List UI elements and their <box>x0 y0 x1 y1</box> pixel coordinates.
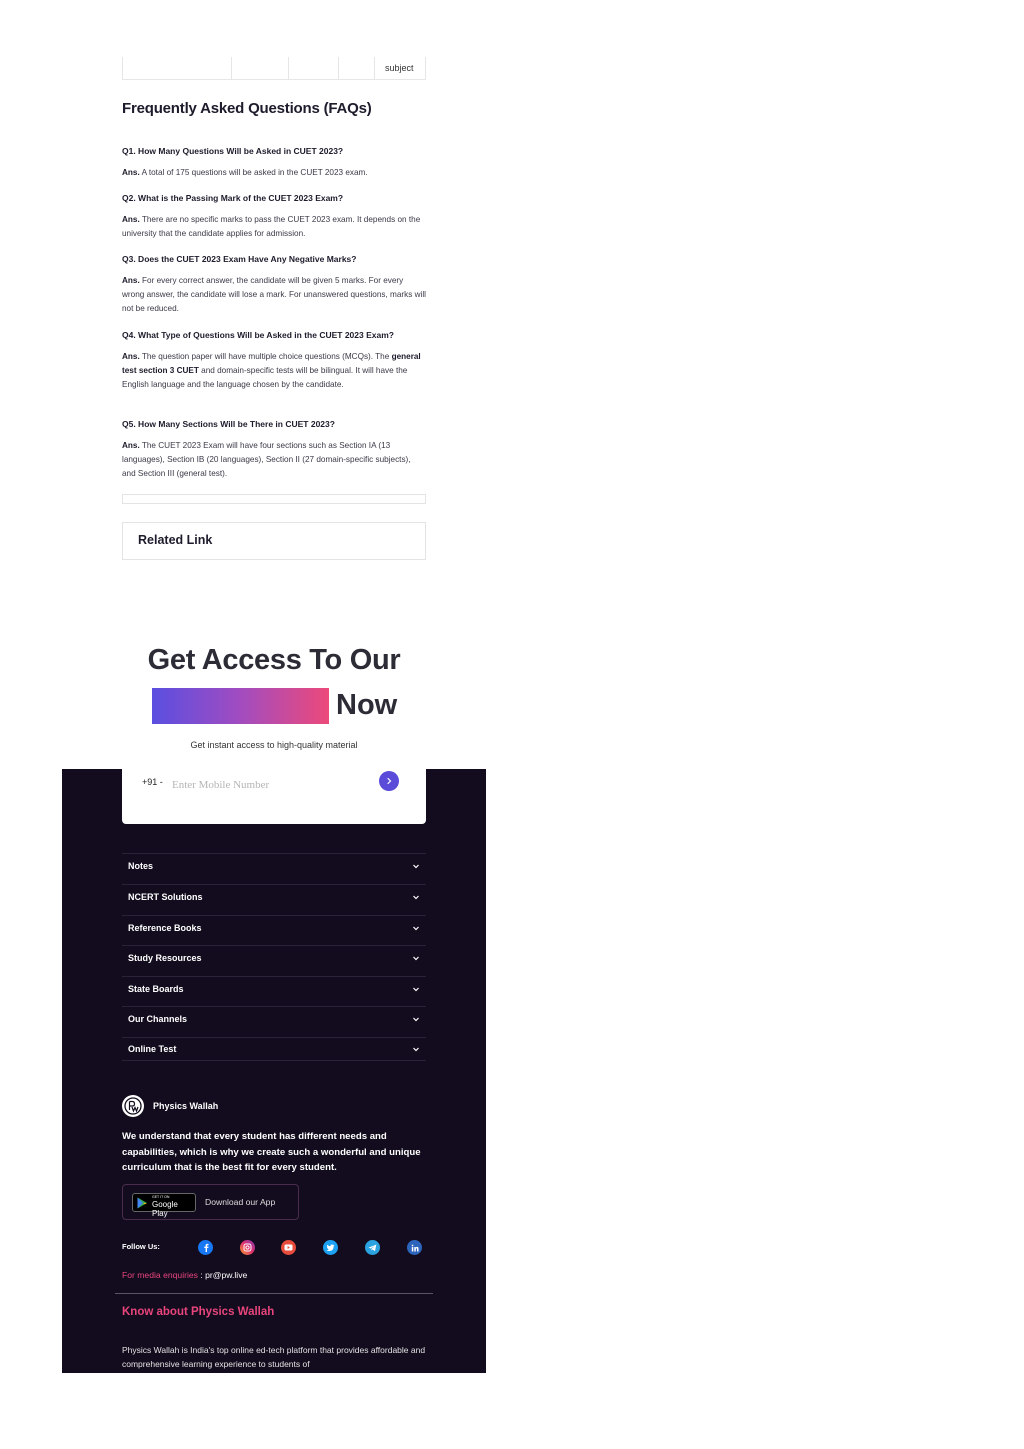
faq-question: Q5. How Many Sections Will be There in CUET 2023? <box>122 419 335 429</box>
faq-answer: Ans. The question paper will have multiple choice questions (MCQs). The general test section 3 CUET and domain-specific tests will be bilingual. It will have the English language and the language chosen by the candidate. <box>122 352 421 389</box>
faq-item <box>122 254 426 316</box>
media-label: For media enquiries <box>122 1270 198 1280</box>
instagram-icon[interactable] <box>240 1240 255 1255</box>
faq-item <box>122 419 426 481</box>
divider <box>115 1293 433 1294</box>
chevron-down-icon <box>412 985 420 993</box>
faq-question: Q4. What Type of Questions Will be Asked in the CUET 2023 Exam? <box>122 330 394 340</box>
table-fragment <box>122 57 426 80</box>
follow-us-label: Follow Us: <box>122 1242 160 1251</box>
telegram-icon[interactable] <box>365 1240 380 1255</box>
footer-menu-ncert-solutions[interactable] <box>122 884 426 908</box>
footer-menu-label: Study Resources <box>128 952 202 963</box>
youtube-icon[interactable] <box>281 1240 296 1255</box>
faq-item <box>122 146 426 180</box>
download-app-button[interactable] <box>122 1184 299 1220</box>
footer-menu-notes[interactable] <box>122 853 426 877</box>
media-enquiries: For media enquiries : pr@pw.live <box>122 1270 248 1280</box>
submit-button[interactable] <box>379 771 399 791</box>
footer-menu-label: Online Test <box>128 1044 177 1054</box>
know-about-text: Physics Wallah is India's top online ed-tech platform that provides affordable and comprehensive learning experience to students of <box>122 1345 426 1369</box>
table-cell <box>123 57 232 79</box>
faq-answer: Ans. For every correct answer, the candidate will be given 5 marks. For every wrong answer, the candidate will lose a mark. For unanswered questions, marks will not be reduced. <box>122 276 426 313</box>
hero-gradient-bar <box>152 688 329 724</box>
table-cell <box>339 57 375 79</box>
chevron-down-icon <box>412 862 420 870</box>
chevron-down-icon <box>412 924 420 932</box>
faq-item <box>122 330 426 392</box>
table-cell-subject: subject <box>385 63 414 73</box>
hero-heading: Get Access To Our <box>147 644 401 676</box>
footer-menu-our-channels[interactable] <box>122 1006 426 1030</box>
facebook-icon[interactable] <box>198 1240 213 1255</box>
hero-subtitle: Get instant access to high-quality material <box>190 740 358 750</box>
chevron-down-icon <box>412 1015 420 1023</box>
linkedin-icon[interactable] <box>407 1240 422 1255</box>
phone-form <box>122 769 426 824</box>
footer-menu-study-resources[interactable] <box>122 945 426 969</box>
general-test-link[interactable]: general test section 3 CUET <box>122 352 421 375</box>
footer-menu-label: Our Channels <box>128 1013 188 1024</box>
empty-box <box>122 494 426 504</box>
faq-question: Q1. How Many Questions Will be Asked in CUET 2023? <box>122 146 344 156</box>
footer-menu-label: State Boards <box>128 983 184 994</box>
chevron-down-icon <box>412 893 420 901</box>
table-cell <box>232 57 289 79</box>
faq-answer: Ans. The CUET 2023 Exam will have four sections such as Section IA (13 languages), Section IB (20 languages), Section II (27 domain-specific subjects), and Section III (general test). <box>122 441 411 478</box>
mobile-number-input[interactable] <box>172 776 362 794</box>
google-play-badge[interactable]: GET IT ON Google Play <box>132 1193 196 1212</box>
footer-menu-label: Reference Books <box>128 922 202 933</box>
footer-menu-online-test[interactable] <box>122 1037 426 1061</box>
play-store-icon <box>137 1197 148 1209</box>
faq-answer: Ans. There are no specific marks to pass the CUET 2023 exam. It depends on the university that the candidate applies for admission. <box>122 215 421 238</box>
faq-item <box>122 193 426 241</box>
hero-now: Now <box>336 689 398 721</box>
faq-question: Q2. What is the Passing Mark of the CUET 2023 Exam? <box>122 193 344 203</box>
footer-menu-label: Notes <box>128 860 154 871</box>
faq-title: Frequently Asked Questions (FAQs) <box>122 100 372 117</box>
know-about-title: Know about Physics Wallah <box>122 1306 275 1318</box>
media-email-link[interactable]: pr@pw.live <box>205 1270 248 1280</box>
download-app-label: Download our App <box>205 1197 276 1207</box>
chevron-down-icon <box>412 1045 420 1053</box>
twitter-icon[interactable] <box>323 1240 338 1255</box>
faq-answer: Ans. A total of 175 questions will be asked in the CUET 2023 exam. <box>122 168 368 177</box>
pw-logo-icon <box>122 1095 144 1117</box>
footer-menu-state-boards[interactable] <box>122 976 426 1000</box>
chevron-right-icon <box>385 777 393 785</box>
related-link-box[interactable] <box>122 522 426 560</box>
brand-name: Physics Wallah <box>153 1101 219 1111</box>
faq-question: Q3. Does the CUET 2023 Exam Have Any Negative Marks? <box>122 254 357 264</box>
brand-mission: We understand that every student has different needs and capabilities, which is why we create such a wonderful and unique curriculum that is the best fit for every student. <box>122 1131 421 1173</box>
table-cell <box>289 57 339 79</box>
brand <box>122 1095 218 1117</box>
country-code: +91 - <box>142 777 163 787</box>
footer-menu-label: NCERT Solutions <box>128 891 203 902</box>
chevron-down-icon <box>412 954 420 962</box>
related-link-title: Related Link <box>138 533 213 547</box>
footer-menu-reference-books[interactable] <box>122 915 426 939</box>
